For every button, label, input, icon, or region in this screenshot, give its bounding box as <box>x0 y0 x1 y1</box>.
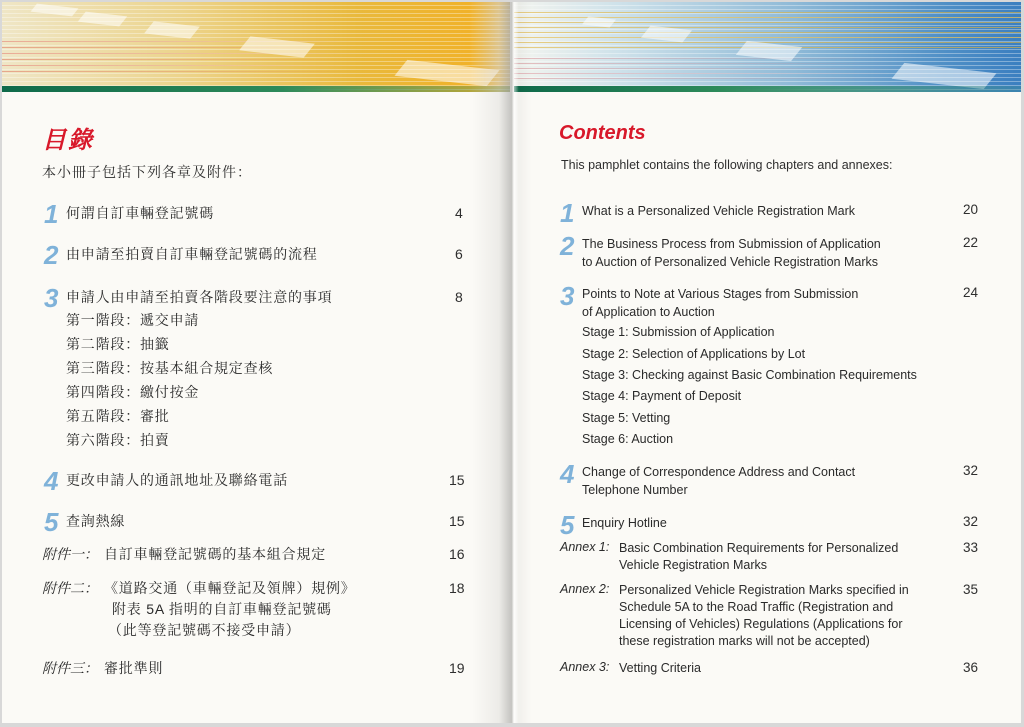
chapter-number: 3 <box>44 283 59 313</box>
page-number: 36 <box>963 660 979 675</box>
annex-title: Basic Combination Requirements for Personalized Vehicle Registration Marks <box>619 541 899 572</box>
toc-entry-chapter-5[interactable] <box>560 510 667 540</box>
annex-title: 自訂車輛登記號碼的基本組合規定 <box>104 546 326 562</box>
toc-entry-chapter-4[interactable] <box>44 466 288 496</box>
page-title: Contents <box>559 122 646 144</box>
stage-item[interactable]: 第四階段：繳付按金 <box>66 384 200 400</box>
chapter-number: 4 <box>44 466 59 496</box>
intro-text: 本小冊子包括下列各章及附件： <box>42 164 252 180</box>
annex-title-line: 《道路交通（車輛登記及領牌）規例》 <box>104 580 356 596</box>
chapter-title: 申請人由申請至拍賣各階段要注意的事項 <box>66 289 333 305</box>
toc-entry-annex-2[interactable] <box>42 578 356 641</box>
toc-entry-chapter-4[interactable] <box>560 459 856 499</box>
toc-entry-chapter-5[interactable] <box>44 507 126 537</box>
toc-entry-chapter-2[interactable] <box>44 240 318 270</box>
page-number: 6 <box>455 246 463 262</box>
toc-entry-chapter-3[interactable] <box>560 281 859 321</box>
page-number: 20 <box>963 202 979 217</box>
toc-entry-annex-1[interactable] <box>560 540 898 574</box>
pamphlet-spread <box>2 2 1021 723</box>
stage-item[interactable]: Stage 1: Submission of Application <box>582 325 775 339</box>
annex-tag: Annex 2: <box>560 582 610 596</box>
page-number: 19 <box>449 660 465 676</box>
toc-entry-annex-1[interactable] <box>42 544 326 565</box>
stage-item[interactable]: 第一階段：遞交申請 <box>66 312 200 328</box>
toc-entry-annex-2[interactable] <box>560 582 909 650</box>
toc-entry-annex-3[interactable] <box>560 660 701 677</box>
stage-item[interactable]: 第二階段：抽籤 <box>66 336 170 352</box>
stage-item[interactable]: Stage 6: Auction <box>582 432 674 446</box>
page-number: 8 <box>455 289 463 305</box>
page-number: 32 <box>963 463 979 478</box>
page-number: 15 <box>449 513 465 529</box>
page-number: 18 <box>449 580 465 596</box>
stage-item[interactable]: Stage 3: Checking against Basic Combination Requirements <box>582 368 917 382</box>
stage-item[interactable]: Stage 4: Payment of Deposit <box>582 389 742 403</box>
stage-item[interactable]: Stage 5: Vetting <box>582 411 671 425</box>
decorative-banner-right <box>514 2 1021 92</box>
annex-tag: Annex 1: <box>560 540 610 554</box>
annex-title: Vetting Criteria <box>619 661 701 675</box>
stage-item[interactable]: 第五階段：審批 <box>66 408 170 424</box>
chapter-title: Points to Note at Various Stages from Submission of Application to Auction <box>582 287 859 319</box>
page-number: 35 <box>963 582 979 597</box>
annex-title: Personalized Vehicle Registration Marks specified in Schedule 5A to the Road Traffic (Registration and Licensing of Vehicles) Regulations (Applications for these registration marks will not be accepted) <box>619 583 909 648</box>
chapter-number: 2 <box>560 231 575 261</box>
contents-page-english <box>514 92 1021 723</box>
stage-item[interactable]: Stage 2: Selection of Applications by Lot <box>582 347 806 361</box>
chapter-title: The Business Process from Submission of Application to Auction of Personalized Vehicle Registration Marks <box>582 237 881 269</box>
toc-entry-chapter-1[interactable] <box>560 198 856 228</box>
decorative-banner-left <box>2 2 510 92</box>
annex-title: 審批準則 <box>104 660 164 676</box>
page-number: 16 <box>449 546 465 562</box>
chapter-number: 5 <box>560 510 575 540</box>
chapter-title: 由申請至拍賣自訂車輛登記號碼的流程 <box>66 246 318 262</box>
page-number: 4 <box>455 205 463 221</box>
annex-tag: Annex 3: <box>560 660 610 674</box>
chapter-number: 1 <box>560 198 575 228</box>
stage-item[interactable]: 第六階段：拍賣 <box>66 432 170 448</box>
chapter-number: 1 <box>44 199 59 229</box>
chapter-title: What is a Personalized Vehicle Registration Mark <box>582 204 856 218</box>
intro-text: This pamphlet contains the following chapters and annexes: <box>561 158 893 172</box>
chapter-title: Enquiry Hotline <box>582 516 667 530</box>
page-number: 15 <box>449 472 465 488</box>
page-number: 24 <box>963 285 979 300</box>
page-number: 32 <box>963 514 979 529</box>
chapter-title: 查詢熱線 <box>66 513 126 529</box>
page-number: 33 <box>963 540 979 555</box>
toc-entry-annex-3[interactable] <box>42 658 163 679</box>
annex-tag: 附件一： <box>42 546 98 562</box>
annex-tag: 附件三： <box>42 660 98 676</box>
annex-tag: 附件二： <box>42 580 98 596</box>
stage-item[interactable]: 第三階段：按基本組合規定查核 <box>66 360 274 376</box>
page-title: 目錄 <box>42 127 94 154</box>
toc-entry-chapter-3[interactable] <box>44 283 333 313</box>
chapter-number: 4 <box>560 459 575 489</box>
annex-title-line: 附表 5A 指明的自訂車輛登記號碼 <box>112 601 332 617</box>
chapter-number: 2 <box>44 240 59 270</box>
chapter-title: 更改申請人的通訊地址及聯絡電話 <box>66 472 288 488</box>
contents-page-chinese <box>2 92 510 723</box>
toc-entry-chapter-1[interactable] <box>44 199 214 229</box>
chapter-title: 何謂自訂車輛登記號碼 <box>66 205 214 221</box>
toc-entry-chapter-2[interactable] <box>560 231 881 271</box>
chapter-number: 3 <box>560 281 575 311</box>
chapter-number: 5 <box>44 507 59 537</box>
page-number: 22 <box>963 235 979 250</box>
chapter-title: Change of Correspondence Address and Contact Telephone Number <box>582 465 856 497</box>
annex-title <box>104 578 356 641</box>
annex-title-line: （此等登記號碼不接受申請） <box>108 622 301 638</box>
